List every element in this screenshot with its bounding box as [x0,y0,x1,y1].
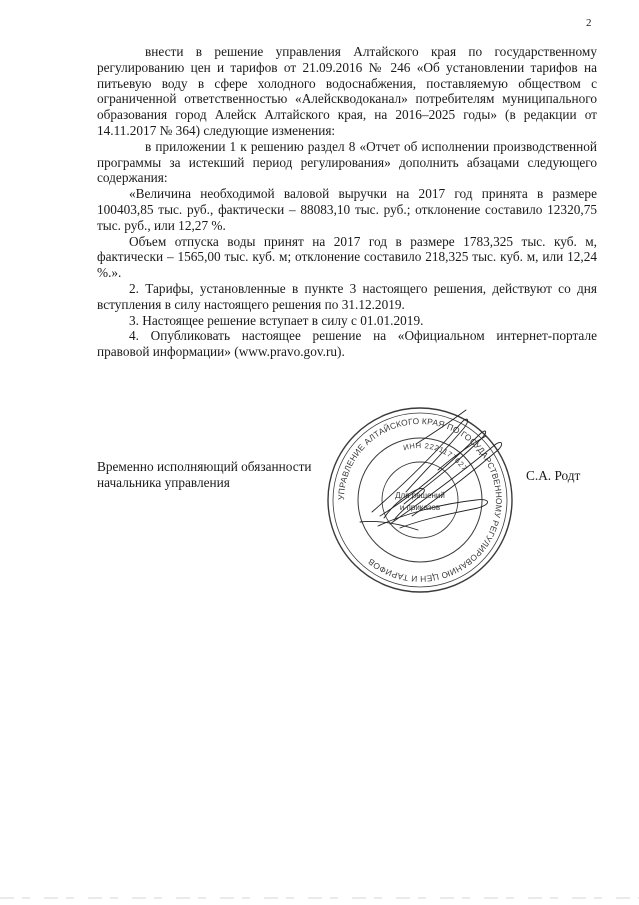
signer-position-line-1: Временно исполняющий обязанности [97,459,312,474]
seal-center-line-1: Для решений [395,491,445,500]
paragraph-water-volume-quote: Объем отпуска воды принят на 2017 год в размере 1783,325 тыс. куб. м, фактически – 1565,00 тыс. куб. м; отклонение составило 218,325 тыс. куб. м, или 12,24 %.». [97,233,597,281]
seal-inner-text: ИНН 2221177627 [402,440,470,473]
scan-edge-noise [0,897,639,899]
paragraph-item-3-effective-date: 3. Настоящее решение вступает в силу с 01.01.2019. [129,312,424,328]
document-body [97,44,597,360]
official-seal-stamp [320,400,520,600]
page-number: 2 [586,17,592,29]
paragraph-appendix-change: в приложении 1 к решению раздел 8 «Отчет об исполнении производственной программы за истекший период регулирования» дополнить абзацами следующего содержания: [97,138,597,186]
paragraph-item-4-publish: 4. Опубликовать настоящее решение на «Официальном интернет-портале правовой информации» (www.pravo.gov.ru). [97,328,597,360]
paragraph-revenue-quote: «Величина необходимой валовой выручки на 2017 год принята в размере 100403,85 тыс. руб., фактически – 88083,10 тыс. руб.; отклонение составило 12320,75 тыс. руб., или 12,27 %. [97,186,597,233]
paragraph-amendment-intro: внести в решение управления Алтайского края по государственному регулированию цен и тарифов от 21.09.2016 № 246 «Об установлении тарифов на питьевую воду в сфере холодного водоснабжения, поставляемую обществом с ограниченной ответственностью «Алейскводоканал» потребителям муниципального образования город Алейск Алтайского края, на 2016–2025 годы» (в редакции от 14.11.2017 № 364) следующие изменения: [97,44,597,138]
svg-text:ИНН 2221177627 [402,441,469,473]
seal-outer-text: УПРАВЛЕНИЕ АЛТАЙСКОГО КРАЯ ПО ГОСУДАРСТВЕННОМУ РЕГУЛИРОВАНИЮ ЦЕН И ТАРИФОВ [335,415,505,585]
signer-position-line-2: начальника управления [97,474,230,490]
seal-center-line-2: и приказов [399,503,441,512]
paragraph-item-2-tariffs: 2. Тарифы, установленные в пункте 3 настоящего решения, действуют со дня вступления в силу настоящего решения по 31.12.2019. [97,280,597,312]
signer-name: С.А. Родт [526,468,581,483]
signer-position [97,459,357,490]
